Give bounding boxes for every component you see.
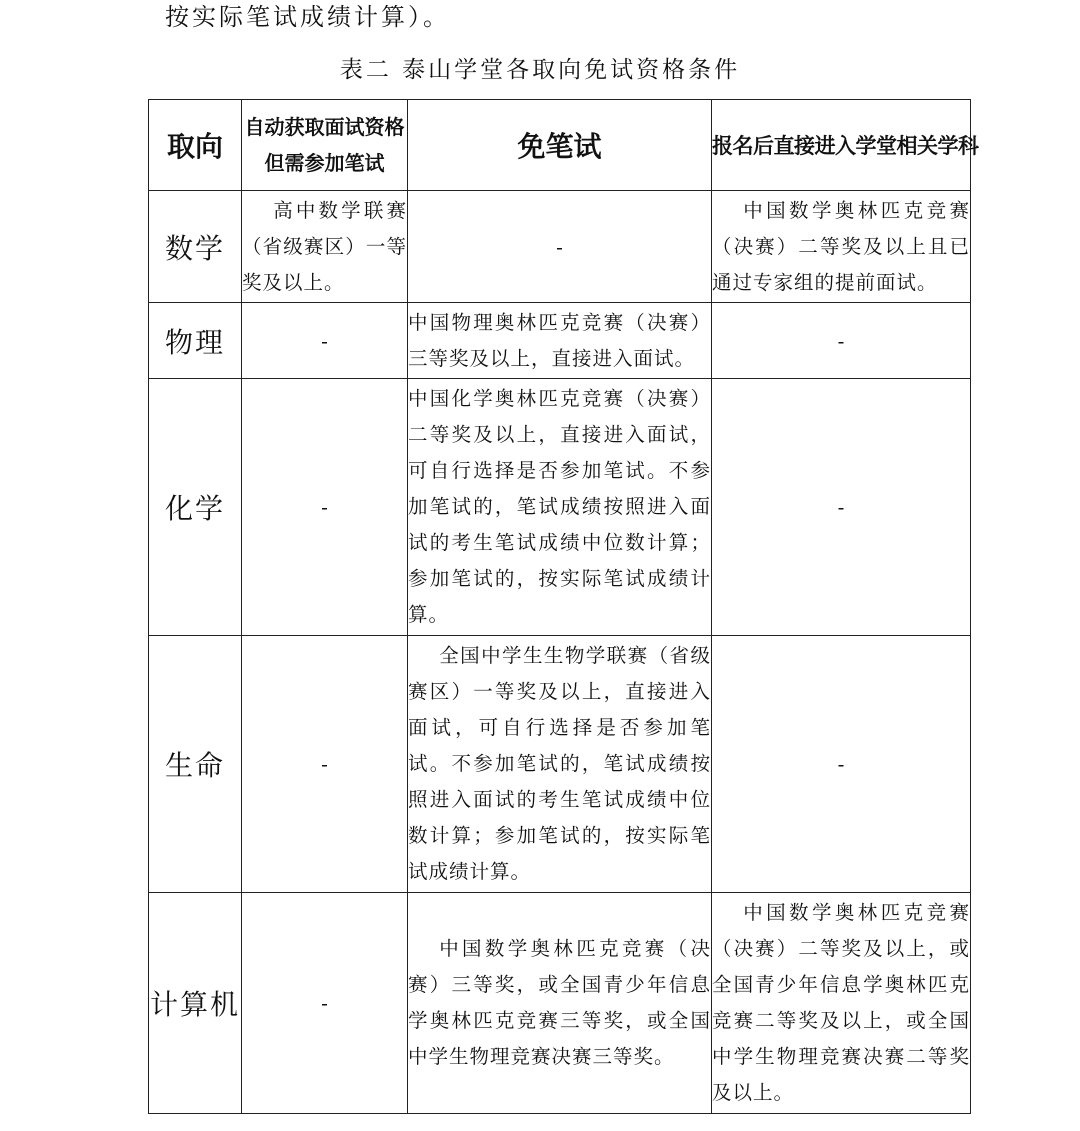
chemistry-direct-entry: - <box>712 379 971 636</box>
chemistry-exempt-written: 中国化学奥林匹克竞赛（决赛）二等奖及以上，直接进入面试，可自行选择是否参加笔试。不参加笔试的，笔试成绩按照进入面试的考生笔试成绩中位数计算；参加笔试的，按实际笔试成绩计算。 <box>408 379 712 636</box>
table-row-computer <box>149 893 971 1114</box>
exemption-conditions-table <box>148 99 979 1114</box>
header-direction: 取向 <box>149 100 242 191</box>
physics-direct-entry: - <box>712 303 971 379</box>
math-exempt-written: - <box>408 191 712 303</box>
chemistry-auto-interview: - <box>242 379 408 636</box>
previous-paragraph-tail: 按实际笔试成绩计算）。 <box>165 3 450 31</box>
header-direct-entry: 报名后直接进入学堂相关学科 <box>712 100 971 191</box>
math-direct-entry: 中国数学奥林匹克竞赛（决赛）二等奖及以上且已通过专家组的提前面试。 <box>712 191 971 303</box>
physics-exempt-written: 中国物理奥林匹克竞赛（决赛）三等奖及以上，直接进入面试。 <box>408 303 712 379</box>
math-auto-interview: 高中数学联赛（省级赛区）一等奖及以上。 <box>242 191 408 303</box>
direction-chemistry: 化学 <box>149 379 242 636</box>
table-title: 表二 泰山学堂各取向免试资格条件 <box>339 57 741 83</box>
direction-life: 生命 <box>149 636 242 893</box>
life-exempt-written: 全国中学生生物学联赛（省级赛区）一等奖及以上，直接进入面试，可自行选择是否参加笔试。不参加笔试的，笔试成绩按照进入面试的考生笔试成绩中位数计算；参加笔试的，按实际笔试成绩计算。 <box>408 636 712 893</box>
computer-direct-entry: 中国数学奥林匹克竞赛（决赛）二等奖及以上，或全国青少年信息学奥林匹克竞赛二等奖及以上，或全国中学生物理竞赛决赛二等奖及以上。 <box>712 893 971 1114</box>
header-exempt-written: 免笔试 <box>408 100 712 191</box>
table-row-life <box>149 636 971 893</box>
direction-math: 数学 <box>149 191 242 303</box>
table-row-chemistry <box>149 379 971 636</box>
life-direct-entry: - <box>712 636 971 893</box>
computer-exempt-written: 中国数学奥林匹克竞赛（决赛）三等奖，或全国青少年信息学奥林匹克竞赛三等奖，或全国中学生物理竞赛决赛三等奖。 <box>408 893 712 1114</box>
table-row-physics <box>149 303 971 379</box>
direction-computer: 计算机 <box>149 893 242 1114</box>
table-header-row <box>149 100 971 191</box>
life-auto-interview: - <box>242 636 408 893</box>
header-auto-interview: 自动获取面试资格但需参加笔试 <box>242 100 408 191</box>
direction-physics: 物理 <box>149 303 242 379</box>
physics-auto-interview: - <box>242 303 408 379</box>
table-row-math <box>149 191 971 303</box>
computer-auto-interview: - <box>242 893 408 1114</box>
